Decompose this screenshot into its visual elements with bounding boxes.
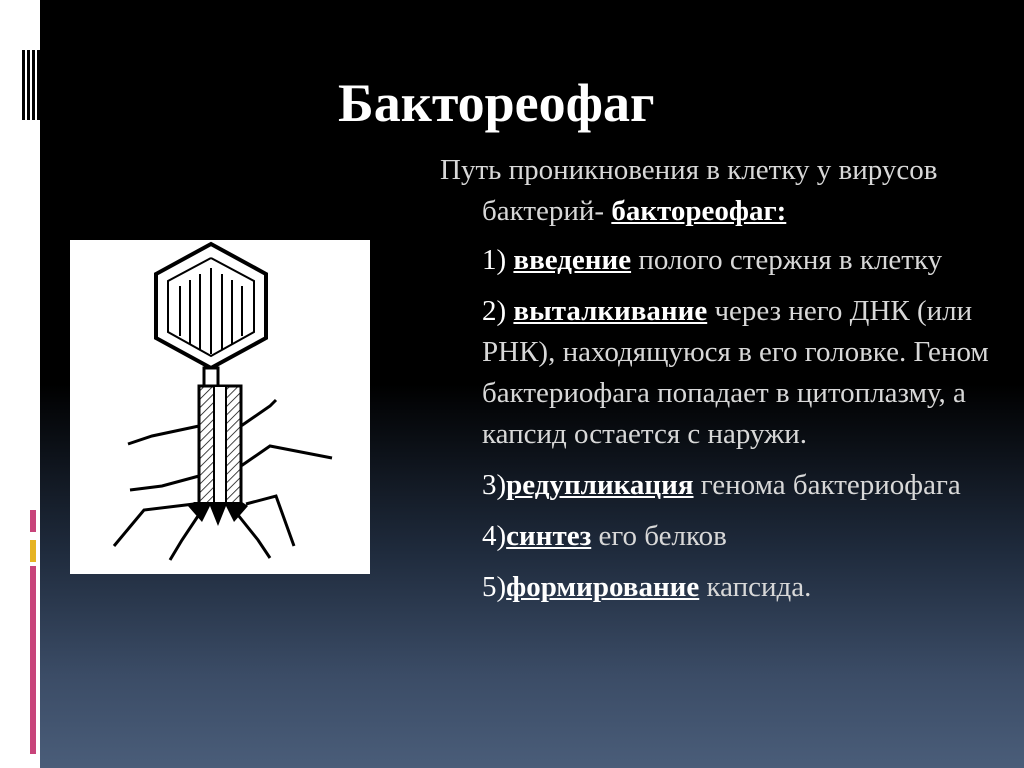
slide-title: Бактореофаг <box>338 73 655 133</box>
intro-paragraph <box>440 150 1000 232</box>
step-4 <box>440 516 1000 557</box>
intro-text: Путь проникновения в клетку у вирусов бактерий- <box>440 154 938 227</box>
step-3 <box>440 465 1000 506</box>
step-1 <box>440 240 1000 281</box>
step-2 <box>440 291 1000 455</box>
step-number: 5) <box>482 571 507 603</box>
step-keyword: выталкивание <box>513 295 708 327</box>
step-keyword: редупликация <box>506 469 694 501</box>
intro-keyword: бактореофаг: <box>611 195 787 227</box>
step-text: капсида. <box>699 571 812 603</box>
step-number: 2) <box>482 295 514 327</box>
step-keyword: формирование <box>506 571 700 603</box>
step-text: генома бактериофага <box>693 469 961 501</box>
step-number: 3) <box>482 469 507 501</box>
step-keyword: синтез <box>506 520 592 552</box>
step-text: его белков <box>591 520 727 552</box>
step-5 <box>440 567 1000 608</box>
step-keyword: введение <box>513 244 632 276</box>
step-text: через него ДНК (или РНК), находящуюся в его головке. Геном бактериофага попадает в цитоплазму, а капсид остается с наружи. <box>482 295 989 450</box>
slide-content <box>440 150 1000 618</box>
accent-bar-yellow <box>30 540 36 562</box>
accent-bar-pink-bottom <box>30 566 36 754</box>
accent-bar-pink-top <box>30 510 36 532</box>
bacteriophage-illustration <box>70 240 370 574</box>
step-number: 1) <box>482 244 514 276</box>
vertical-bars-decoration <box>22 50 40 120</box>
step-text: полого стержня в клетку <box>631 244 943 276</box>
step-number: 4) <box>482 520 507 552</box>
